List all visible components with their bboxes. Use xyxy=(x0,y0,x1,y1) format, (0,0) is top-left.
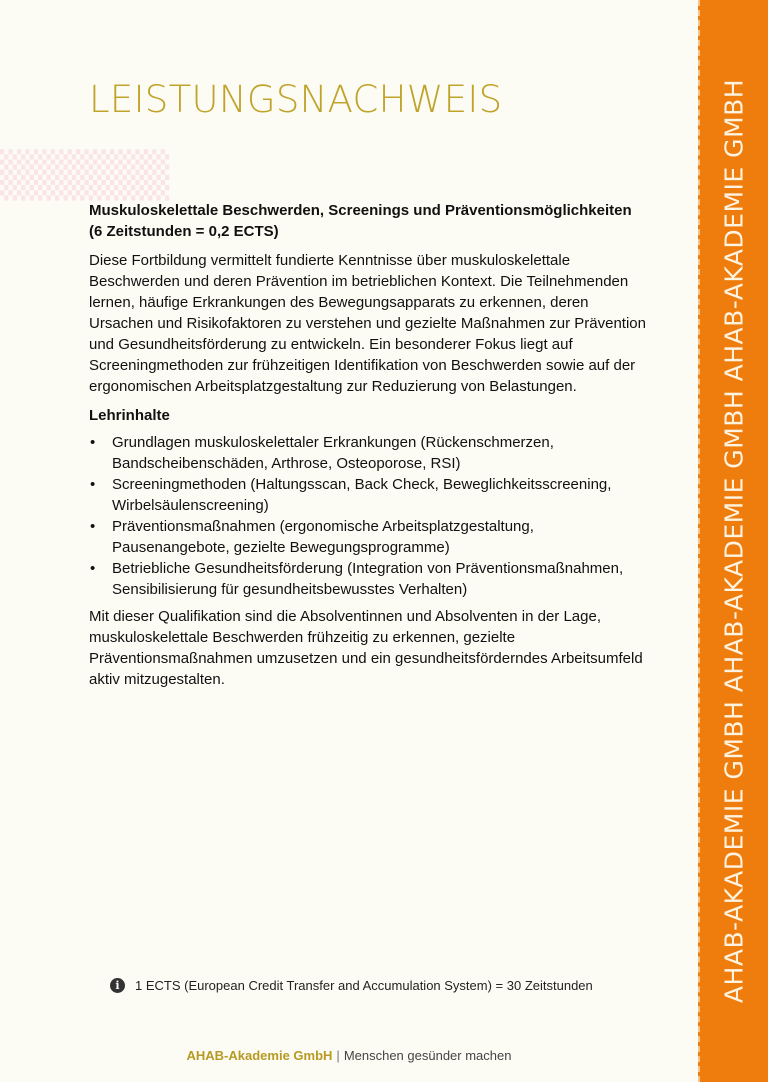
list-item: • Grundlagen muskuloskelettaler Erkrankungen (Rückenschmerzen, Bandscheibenschäden, Arthrose, Osteoporose, RSI) xyxy=(90,434,554,472)
ects-note-text: 1 ECTS (European Credit Transfer and Accumulation System) = 30 Zeitstunden xyxy=(135,978,593,993)
footer-separator: | xyxy=(336,1048,340,1063)
footer xyxy=(0,1048,698,1063)
bullet-icon: • xyxy=(90,560,96,577)
course-subtitle: Muskuloskelettale Beschwerden, Screenings und Präventionsmöglichkeiten (6 Zeitstunden = 0,2 ECTS) xyxy=(89,202,632,240)
footer-brand: AHAB-Akademie GmbH xyxy=(186,1048,333,1063)
list-item: • Präventionsmaßnahmen (ergonomische Arbeitsplatzgestaltung, Pausenangebote, gezielte Bewegungsprogramme) xyxy=(90,518,534,556)
list-item: • Screeningmethoden (Haltungsscan, Back Check, Beweglichkeitsscreening, Wirbelsäulenscreening) xyxy=(90,476,612,514)
page-title: LEISTUNGSNACHWEIS xyxy=(89,78,503,121)
bullet-icon: • xyxy=(90,476,96,493)
ects-note xyxy=(110,978,593,993)
info-icon: i xyxy=(110,978,125,993)
footer-tagline: Menschen gesünder machen xyxy=(343,1048,512,1063)
bleed-through-decoration: ▒▒▒▒▒ xyxy=(0,150,170,201)
list-item: • Betriebliche Gesundheitsförderung (Integration von Präventionsmaßnahmen, Sensibilisierung für gesundheitsbewusstes Verhalten) xyxy=(90,560,624,598)
bullet-icon: • xyxy=(90,518,96,535)
sidebar-brand-text: AHAB-AKADEMIE GMBH AHAB-AKADEMIE GMBH AHAB-AKADEMIE GMBH xyxy=(719,78,749,1004)
course-description: Diese Fortbildung vermittelt fundierte Kenntnisse über muskuloskelettale Beschwerden und deren Prävention im betrieblichen Kontext. Die Teilnehmenden lernen, häufige Erkrankungen des Bewegungsapparats zu erkennen, deren Ursachen und Risikofaktoren zu verstehen und gezielte Maßnahmen zur Prävention und Gesundheitsförderung zu entwickeln. Ein besonderer Fokus liegt auf Screeningmethoden zur frühzeitigen Identifikation von Beschwerden sowie auf der ergonomischen Arbeitsplatzgestaltung zur Reduzierung von Belastungen. xyxy=(89,252,646,395)
sidebar-band xyxy=(698,0,768,1082)
contents-list xyxy=(89,432,649,600)
course-conclusion: Mit dieser Qualifikation sind die Absolventinnen und Absolventen in der Lage, muskuloskelettale Beschwerden frühzeitig zu erkennen, gezielte Präventionsmaßnahmen umzusetzen und ein gesundheitsförderndes Arbeitsumfeld aktiv mitzugestalten. xyxy=(89,608,643,688)
contents-heading: Lehrinhalte xyxy=(89,407,170,424)
course-content xyxy=(89,200,649,696)
bullet-icon: • xyxy=(90,434,96,451)
